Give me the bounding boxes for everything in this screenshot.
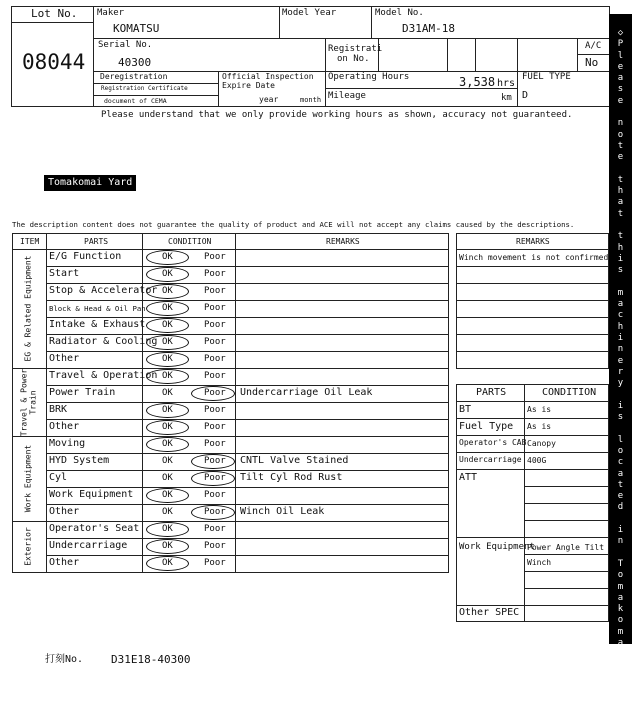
row-divider [46, 300, 449, 301]
ok-label: OK [162, 524, 173, 534]
row-divider [46, 351, 449, 352]
row-divider [46, 385, 449, 386]
part-name: Moving [49, 438, 86, 449]
ac-value: No [585, 56, 599, 69]
remarks-box-header: REMARKS [516, 237, 550, 246]
spec-part: Undercarriage [459, 455, 522, 464]
spec-rule [524, 486, 609, 487]
poor-circle [191, 386, 235, 401]
remarks-rule [456, 317, 609, 318]
poor-label: Poor [204, 252, 226, 262]
divider [218, 71, 219, 107]
poor-label: Poor [204, 388, 226, 398]
spec-rule [524, 588, 609, 589]
poor-label: Poor [204, 269, 226, 279]
poor-label: Poor [204, 524, 226, 534]
ok-label: OK [162, 405, 173, 415]
spec-value-work-equipment-2: Winch [527, 558, 552, 567]
group-divider [12, 368, 449, 369]
part-name: Operator's Seat [49, 523, 140, 534]
spec-part: Fuel Type [459, 421, 514, 432]
spec-part: BT [459, 404, 472, 415]
poor-label: Poor [204, 354, 226, 364]
deregistration-label: Deregistration [100, 72, 168, 81]
ok-circle [146, 437, 189, 452]
ok-label: OK [162, 303, 173, 313]
poor-label: Poor [204, 337, 226, 347]
ok-circle [146, 488, 189, 503]
ok-label: OK [162, 320, 173, 330]
group-divider [12, 436, 449, 437]
part-name: Block & Head & Oil Pan [49, 304, 146, 313]
spec-rule [456, 435, 609, 436]
model-no-label: Model No. [375, 8, 424, 18]
remarks-rule [456, 283, 609, 284]
inspection-label: Official Inspection [222, 72, 314, 81]
part-name: Other [49, 353, 80, 364]
ok-label: OK [162, 337, 173, 347]
ok-label: OK [162, 371, 173, 381]
condition-header: CONDITION [168, 237, 212, 246]
disclaimer: The description content does not guarantee the quality of product and ACE will not accept any claims caused by the descriptions. [12, 220, 575, 229]
part-name: Work Equipment [49, 489, 134, 500]
operating-hours-label: Operating Hours [328, 72, 410, 82]
spec-condition-header: CONDITION [542, 387, 597, 398]
row-divider [46, 555, 449, 556]
row-divider [46, 402, 449, 403]
part-name: Start [49, 268, 80, 279]
model-year-label: Model Year [282, 8, 337, 18]
part-name: Other [49, 557, 80, 568]
spec-rule [524, 503, 609, 504]
spec-rule [456, 469, 609, 470]
row-divider [46, 504, 449, 505]
yard-label: Tomakomai Yard [44, 175, 136, 191]
divider [325, 38, 326, 71]
row-divider [46, 470, 449, 471]
spec-rule [524, 554, 609, 555]
ok-label: OK [162, 252, 173, 262]
spec-value: As is [527, 405, 552, 414]
registration-label: Registrati [328, 44, 383, 54]
ok-circle [146, 335, 189, 350]
divider [577, 54, 610, 55]
fuel-type-value: D [522, 90, 529, 101]
divider [378, 38, 379, 71]
cema-label: document of CEMA [104, 97, 167, 105]
group-label: EG & Related Equipment [23, 255, 33, 362]
ok-label: OK [162, 439, 173, 449]
ok-circle [146, 250, 189, 265]
part-name: Travel & Operation [49, 370, 158, 381]
remarks-header: REMARKS [326, 237, 360, 246]
group-label: Train [28, 389, 37, 415]
row-divider [46, 453, 449, 454]
remark-text: Tilt Cyl Rod Rust [240, 472, 343, 483]
km-unit: km [501, 93, 512, 103]
ok-circle [146, 318, 189, 333]
group-divider [12, 521, 449, 522]
remarks-rule [456, 300, 609, 301]
remark-text: Undercarriage Oil Leak [240, 387, 373, 398]
spec-part: Operator's CAB [459, 438, 527, 447]
part-name: Other [49, 421, 80, 432]
part-name: BRK [49, 404, 68, 415]
ok-circle [146, 420, 189, 435]
ok-label: OK [162, 507, 173, 517]
ok-circle [146, 352, 189, 367]
parts-header: PARTS [84, 237, 109, 246]
inspection-label-2: Expire Date [222, 81, 275, 90]
row-divider [46, 538, 449, 539]
model-no-value: D31AM-18 [402, 22, 455, 35]
ok-circle [146, 522, 189, 537]
divider [93, 6, 94, 107]
registration-certificate-label: Registration Certificate [101, 85, 188, 92]
row-divider [46, 317, 449, 318]
part-name: Cyl [49, 472, 68, 483]
spec-rule [456, 401, 609, 402]
part-name: HYD System [49, 455, 110, 466]
remarks-rule [456, 249, 609, 250]
remark-text: Winch Oil Leak [240, 506, 325, 517]
ac-label: A/C [585, 41, 602, 51]
maker-value: KOMATSU [113, 22, 160, 35]
poor-label: Poor [204, 303, 226, 313]
poor-label: Poor [204, 320, 226, 330]
mileage-label: Mileage [328, 91, 366, 101]
serial-value: 40300 [118, 56, 152, 69]
poor-label: Poor [204, 507, 226, 517]
poor-label: Poor [204, 286, 226, 296]
remark-text: CNTL Valve Stained [240, 455, 349, 466]
hours-notice: Please understand that we only provide working hours as shown, accuracy not guaranteed. [101, 110, 573, 120]
part-name: Stop & Accelerator [49, 285, 158, 296]
year-label: year [259, 95, 279, 104]
part-name: Intake & Exhaust [49, 319, 146, 330]
row-divider [46, 334, 449, 335]
part-name: Other [49, 506, 80, 517]
poor-label: Poor [204, 541, 226, 551]
registration-label-2: on No. [337, 54, 370, 64]
spec-value: As is [527, 422, 552, 431]
footer-label: 打刻No. [45, 654, 84, 665]
lot-label: Lot No. [31, 7, 78, 20]
operating-hours-value: 3,538 [459, 75, 496, 89]
poor-label: Poor [204, 473, 226, 483]
remarks-rule [456, 334, 609, 335]
ok-label: OK [162, 388, 173, 398]
poor-label: Poor [204, 558, 226, 568]
divider [447, 38, 448, 71]
ok-circle [146, 301, 189, 316]
item-header: ITEM [20, 237, 40, 246]
ok-circle [146, 284, 189, 299]
group-label: Travel & Power [19, 368, 28, 436]
ok-circle [146, 403, 189, 418]
ok-label: OK [162, 269, 173, 279]
spec-rule [456, 537, 609, 538]
part-name: Undercarriage [49, 540, 128, 551]
ok-circle [146, 539, 189, 554]
poor-circle [191, 454, 235, 469]
footer-value: D31E18-40300 [111, 653, 191, 666]
ok-circle [146, 267, 189, 282]
serial-label: Serial No. [98, 40, 153, 50]
spec-part-other-spec: Other SPEC [459, 607, 520, 618]
poor-label: Poor [204, 405, 226, 415]
spec-rule [456, 452, 609, 453]
part-name: Radiator & Cooling [49, 336, 158, 347]
divider [235, 233, 236, 573]
remarks-line: Winch movement is not confirmed [459, 253, 609, 262]
poor-label: Poor [204, 371, 226, 381]
ok-label: OK [162, 456, 173, 466]
divider [517, 38, 518, 107]
part-name: E/G Function [49, 251, 122, 262]
poor-circle [191, 471, 235, 486]
spec-rule [456, 418, 609, 419]
divider [12, 249, 449, 250]
fuel-type-label: FUEL TYPE [522, 72, 571, 82]
hrs-unit: hrs [497, 78, 516, 89]
divider [93, 38, 610, 39]
divider [93, 95, 218, 96]
side-notice-text: ◇ P l e a s e n o t e t h a t t h i s m a c h i n e r y i s l o c a t e d i n T o m a k o m a i Y a r d ◇ [617, 28, 624, 728]
spec-value-work-equipment-1: Power Angle Tilt [527, 543, 605, 552]
divider [325, 71, 326, 107]
maker-label: Maker [97, 8, 125, 18]
month-label: month [300, 96, 322, 104]
ok-label: OK [162, 354, 173, 364]
lot-number: 08044 [22, 50, 86, 74]
spec-rule [524, 520, 609, 521]
row-divider [46, 266, 449, 267]
ok-label: OK [162, 541, 173, 551]
spec-value: 400G [527, 456, 547, 465]
ok-label: OK [162, 422, 173, 432]
ok-circle [146, 369, 189, 384]
spec-parts-header: PARTS [476, 387, 507, 398]
remarks-rule [456, 351, 609, 352]
condition-table [12, 233, 449, 573]
ok-circle [146, 556, 189, 571]
spec-rule [456, 605, 609, 606]
poor-label: Poor [204, 490, 226, 500]
poor-label: Poor [204, 422, 226, 432]
spec-part-work-equipment: Work Equipment [459, 542, 535, 552]
spec-value: Canopy [527, 439, 556, 448]
group-label: Work Equipment [23, 444, 33, 513]
remarks-rule [456, 266, 609, 267]
divider [371, 6, 372, 38]
poor-label: Poor [204, 439, 226, 449]
poor-label: Poor [204, 456, 226, 466]
part-name: Power Train [49, 387, 116, 398]
ok-label: OK [162, 286, 173, 296]
ok-label: OK [162, 473, 173, 483]
divider [93, 83, 218, 84]
group-label: Exterior [23, 527, 33, 566]
poor-circle [191, 505, 235, 520]
spec-part: ATT [459, 472, 478, 483]
ok-label: OK [162, 490, 173, 500]
divider [46, 233, 47, 573]
row-divider [46, 283, 449, 284]
divider [142, 233, 143, 573]
spec-rule [524, 571, 609, 572]
divider [11, 22, 93, 23]
row-divider [46, 487, 449, 488]
divider [279, 6, 280, 38]
divider [475, 38, 476, 71]
ok-label: OK [162, 558, 173, 568]
row-divider [46, 419, 449, 420]
